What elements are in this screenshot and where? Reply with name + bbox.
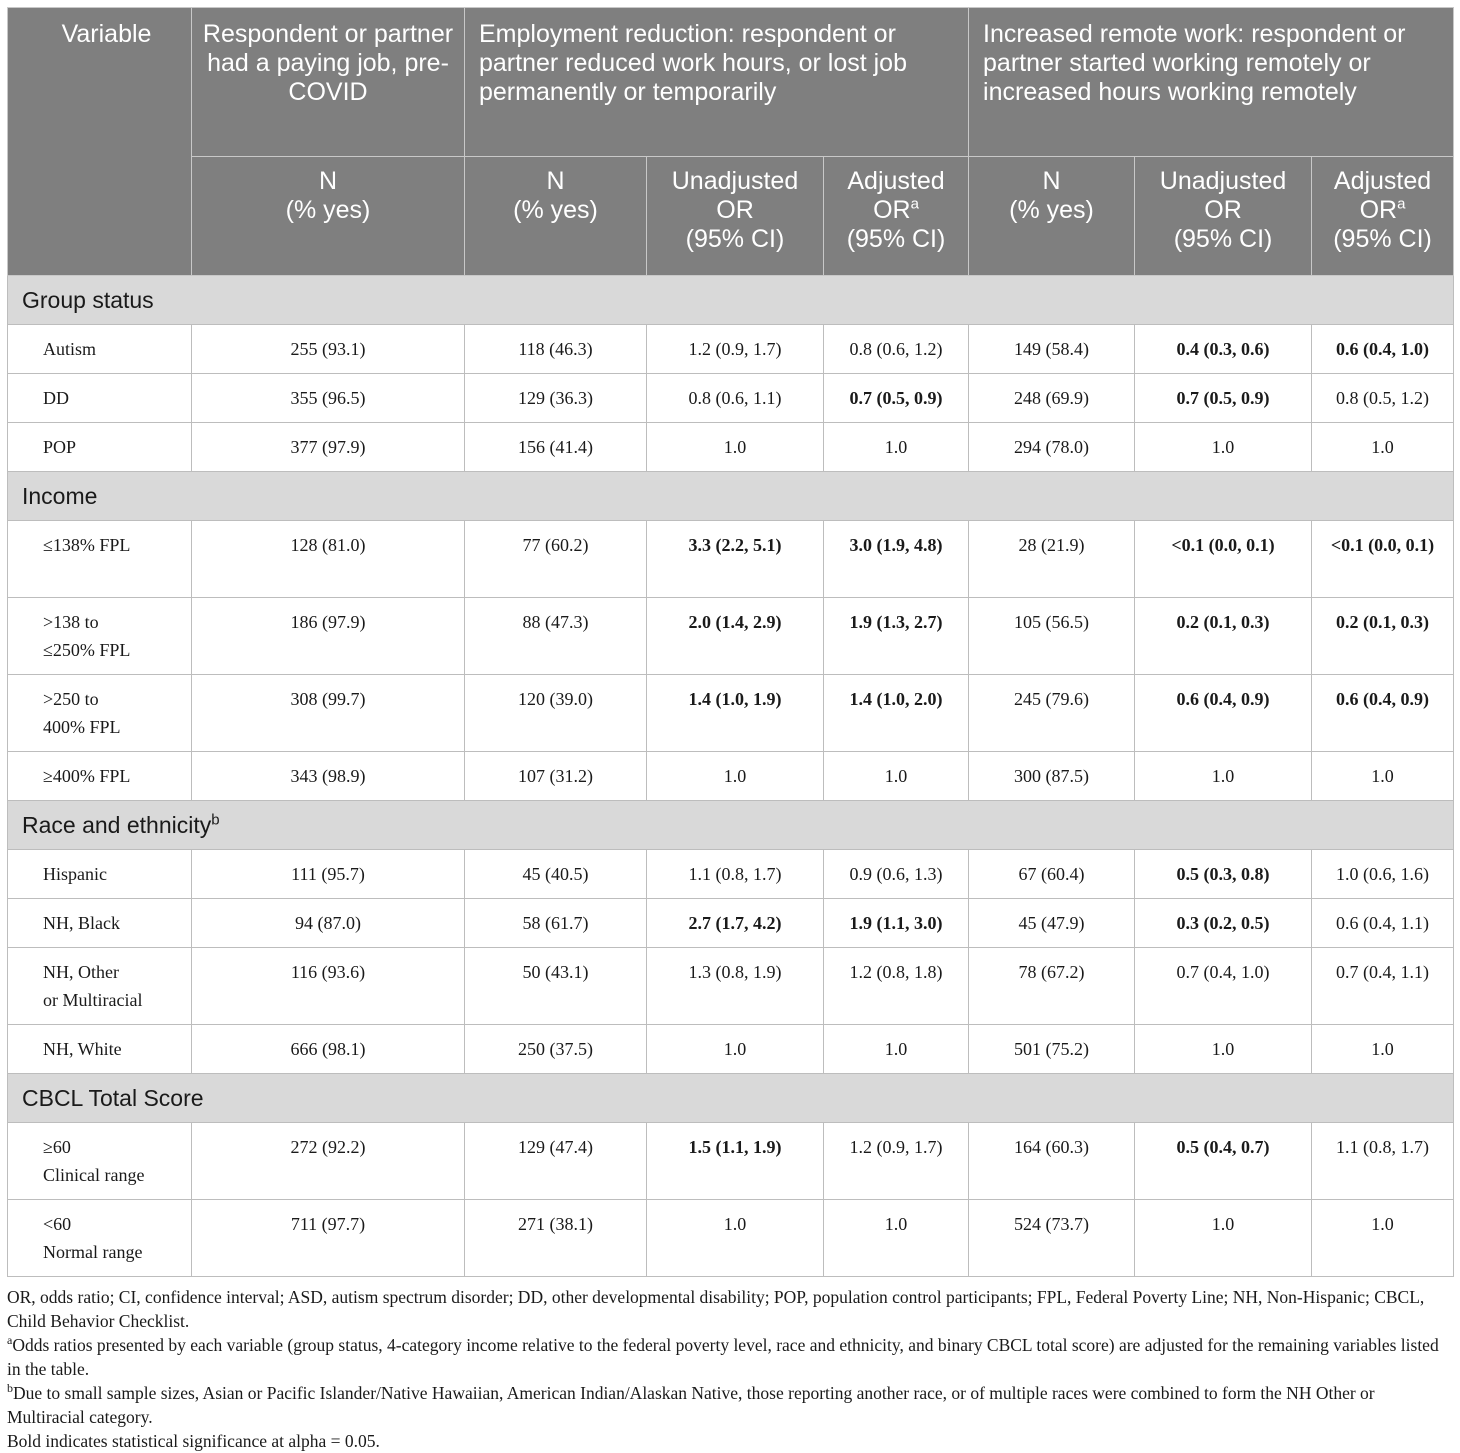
table-row	[8, 1200, 1454, 1277]
table-cell: 1.2 (0.8, 1.8)	[824, 948, 969, 1025]
table-cell: 711 (97.7)	[192, 1200, 465, 1277]
header-adjusted-label: Adjusted	[847, 167, 945, 195]
table-cell: 294 (78.0)	[969, 423, 1135, 472]
table-cell: 0.4 (0.3, 0.6)	[1135, 325, 1312, 374]
table-cell: 0.7 (0.4, 1.1)	[1312, 948, 1454, 1025]
table-cell: 149 (58.4)	[969, 325, 1135, 374]
section-row	[8, 801, 1454, 850]
table-cell: 0.8 (0.6, 1.1)	[647, 374, 824, 423]
table-cell: 3.0 (1.9, 4.8)	[824, 521, 969, 598]
table-cell: 1.0	[1312, 1025, 1454, 1074]
section-title	[8, 472, 1454, 521]
row-label-line: >138 to	[43, 612, 99, 632]
table-cell: 129 (36.3)	[465, 374, 647, 423]
section-row	[8, 472, 1454, 521]
table-row	[8, 899, 1454, 948]
row-label	[8, 752, 192, 801]
header-or-label: OR	[716, 196, 754, 224]
header-unadjusted-or-employment	[647, 157, 824, 276]
table-cell: 2.0 (1.4, 2.9)	[647, 598, 824, 675]
table-cell: 248 (69.9)	[969, 374, 1135, 423]
table-cell: 1.0	[1312, 752, 1454, 801]
table-cell: 128 (81.0)	[192, 521, 465, 598]
table-row	[8, 948, 1454, 1025]
table-cell: 1.0	[1135, 423, 1312, 472]
table-row	[8, 850, 1454, 899]
row-label-line: Autism	[43, 339, 97, 359]
table-cell: 129 (47.4)	[465, 1123, 647, 1200]
table-cell: 1.2 (0.9, 1.7)	[824, 1123, 969, 1200]
section-title-text: Income	[22, 482, 98, 509]
table-cell: 78 (67.2)	[969, 948, 1135, 1025]
header-or-label: OR	[873, 196, 911, 224]
table-cell: 0.8 (0.6, 1.2)	[824, 325, 969, 374]
row-label-line: Clinical range	[43, 1165, 145, 1185]
header-ci-label: (95% CI)	[1173, 225, 1273, 253]
table-cell: 501 (75.2)	[969, 1025, 1135, 1074]
section-row	[8, 276, 1454, 325]
table-cell: 94 (87.0)	[192, 899, 465, 948]
table-container	[7, 7, 1453, 1453]
header-n-paying-job	[192, 157, 465, 276]
header-adjusted-label: Adjusted	[1333, 167, 1432, 195]
header-pct-label: (% yes)	[285, 196, 371, 224]
table-row	[8, 521, 1454, 598]
table-cell: 1.9 (1.1, 3.0)	[824, 899, 969, 948]
table-row	[8, 598, 1454, 675]
row-label	[8, 948, 192, 1025]
section-title-text: Race and ethnicity	[22, 811, 212, 838]
table-cell: 164 (60.3)	[969, 1123, 1135, 1200]
table-cell: 1.9 (1.3, 2.7)	[824, 598, 969, 675]
row-label	[8, 1025, 192, 1074]
row-label	[8, 423, 192, 472]
footnote-b-text: Due to small sample sizes, Asian or Pacific Islander/Native Hawaiian, American Indian/Alaskan Native, those reporting another race, or of multiple races were combined to form the NH Other or Multiracial category.	[7, 1383, 1375, 1427]
table-cell: 0.2 (0.1, 0.3)	[1312, 598, 1454, 675]
header-unadjusted-label: Unadjusted	[1159, 167, 1287, 195]
table-row	[8, 374, 1454, 423]
header-n-label: N	[546, 167, 565, 195]
row-label-line: ≤138% FPL	[43, 535, 131, 555]
row-label	[8, 1200, 192, 1277]
row-label	[8, 899, 192, 948]
table-cell: 67 (60.4)	[969, 850, 1135, 899]
row-label-line: ≤250% FPL	[43, 640, 131, 660]
table-cell: 2.7 (1.7, 4.2)	[647, 899, 824, 948]
header-n-employment	[465, 157, 647, 276]
table-cell: 1.0	[1312, 423, 1454, 472]
row-label-line: NH, White	[43, 1039, 122, 1059]
table-cell: 1.0	[1312, 1200, 1454, 1277]
row-label-line: or Multiracial	[43, 990, 143, 1010]
table-cell: 1.0	[824, 752, 969, 801]
table-cell: 28 (21.9)	[969, 521, 1135, 598]
table-cell: 0.6 (0.4, 1.0)	[1312, 325, 1454, 374]
footnote-bold-note: Bold indicates statistical significance at alpha = 0.05.	[7, 1431, 380, 1451]
table-cell: 666 (98.1)	[192, 1025, 465, 1074]
table-cell: 45 (40.5)	[465, 850, 647, 899]
header-ci-label: (95% CI)	[846, 225, 946, 253]
table-cell: 1.0	[824, 423, 969, 472]
table-cell: 1.0	[1135, 752, 1312, 801]
header-paying-job: Respondent or partner had a paying job, pre-COVID	[192, 8, 465, 157]
header-adjusted-or-remote	[1312, 157, 1454, 276]
table-cell: 3.3 (2.2, 5.1)	[647, 521, 824, 598]
row-label	[8, 325, 192, 374]
header-variable: Variable	[8, 8, 192, 276]
table-cell: 1.0	[647, 1025, 824, 1074]
table-cell: 1.0	[824, 1200, 969, 1277]
table-cell: 255 (93.1)	[192, 325, 465, 374]
table-cell: 45 (47.9)	[969, 899, 1135, 948]
section-title-sup: b	[211, 810, 220, 828]
table-cell: 186 (97.9)	[192, 598, 465, 675]
row-label-line: POP	[43, 437, 77, 457]
table-row	[8, 423, 1454, 472]
table-cell: 107 (31.2)	[465, 752, 647, 801]
footnote-b	[7, 1381, 1455, 1429]
table-cell: 120 (39.0)	[465, 675, 647, 752]
table-cell: 116 (93.6)	[192, 948, 465, 1025]
row-label-line: 400% FPL	[43, 717, 121, 737]
header-adjusted-sup: a	[910, 195, 919, 213]
table-cell: 1.3 (0.8, 1.9)	[647, 948, 824, 1025]
header-remote-work: Increased remote work: respondent or partner started working remotely or increased hours working remotely	[969, 8, 1454, 157]
row-label-line: Hispanic	[43, 864, 107, 884]
header-unadjusted-label: Unadjusted	[671, 167, 799, 195]
row-label	[8, 521, 192, 598]
footnote-b-mark: b	[7, 1381, 13, 1396]
table-cell: 118 (46.3)	[465, 325, 647, 374]
results-table	[7, 7, 1454, 1277]
section-title-text: Group status	[22, 286, 154, 313]
section-title	[8, 276, 1454, 325]
row-label-line: ≥400% FPL	[43, 766, 131, 786]
table-cell: 0.7 (0.5, 0.9)	[824, 374, 969, 423]
table-cell: 0.3 (0.2, 0.5)	[1135, 899, 1312, 948]
table-cell: 377 (97.9)	[192, 423, 465, 472]
table-cell: 1.0	[824, 1025, 969, 1074]
table-cell: 1.1 (0.8, 1.7)	[647, 850, 824, 899]
row-label	[8, 598, 192, 675]
table-cell: 271 (38.1)	[465, 1200, 647, 1277]
row-label	[8, 374, 192, 423]
footnote-a-mark: a	[7, 1333, 13, 1348]
table-cell: 355 (96.5)	[192, 374, 465, 423]
header-or-label: OR	[1359, 196, 1398, 224]
table-cell: 50 (43.1)	[465, 948, 647, 1025]
header-pct-label: (% yes)	[513, 196, 598, 224]
table-cell: 308 (99.7)	[192, 675, 465, 752]
table-cell: 1.1 (0.8, 1.7)	[1312, 1123, 1454, 1200]
header-n-remote	[969, 157, 1135, 276]
footnote-a-text: Odds ratios presented by each variable (group status, 4-category income relative to the federal poverty level, race and ethnicity, and binary CBCL total score) are adjusted for the remaining variables listed in the table.	[7, 1335, 1439, 1379]
table-cell: 0.6 (0.4, 0.9)	[1135, 675, 1312, 752]
table-cell: 0.8 (0.5, 1.2)	[1312, 374, 1454, 423]
header-employment-reduction: Employment reduction: respondent or partner reduced work hours, or lost job permanently or temporarily	[465, 8, 969, 157]
header-pct-label: (% yes)	[1009, 196, 1094, 224]
header-or-label: OR	[1204, 196, 1242, 224]
table-cell: 1.0	[1135, 1025, 1312, 1074]
table-row	[8, 675, 1454, 752]
header-n-label: N	[1042, 167, 1061, 195]
table-cell: 1.5 (1.1, 1.9)	[647, 1123, 824, 1200]
section-title	[8, 801, 1454, 850]
table-cell: 343 (98.9)	[192, 752, 465, 801]
table-cell: 1.4 (1.0, 1.9)	[647, 675, 824, 752]
table-cell: 58 (61.7)	[465, 899, 647, 948]
header-ci-label: (95% CI)	[1333, 225, 1432, 253]
header-adjusted-or-employment	[824, 157, 969, 276]
row-label-line: Normal range	[43, 1242, 143, 1262]
table-cell: 77 (60.2)	[465, 521, 647, 598]
table-cell: 1.0	[647, 1200, 824, 1277]
section-title-text: CBCL Total Score	[22, 1084, 204, 1111]
header-adjusted-sup: a	[1397, 195, 1406, 213]
table-cell: 0.6 (0.4, 1.1)	[1312, 899, 1454, 948]
table-cell: 1.0	[647, 423, 824, 472]
table-cell: 1.4 (1.0, 2.0)	[824, 675, 969, 752]
header-n-label: N	[318, 167, 338, 195]
table-cell: 105 (56.5)	[969, 598, 1135, 675]
table-cell: <0.1 (0.0, 0.1)	[1312, 521, 1454, 598]
table-cell: 1.0	[1135, 1200, 1312, 1277]
table-row	[8, 1025, 1454, 1074]
table-cell: 0.7 (0.4, 1.0)	[1135, 948, 1312, 1025]
table-cell: 88 (47.3)	[465, 598, 647, 675]
header-ci-label: (95% CI)	[685, 225, 785, 253]
table-cell: 524 (73.7)	[969, 1200, 1135, 1277]
row-label	[8, 850, 192, 899]
table-cell: 1.2 (0.9, 1.7)	[647, 325, 824, 374]
table-row	[8, 325, 1454, 374]
table-cell: 0.6 (0.4, 0.9)	[1312, 675, 1454, 752]
row-label	[8, 1123, 192, 1200]
table-cell: 0.7 (0.5, 0.9)	[1135, 374, 1312, 423]
row-label-line: DD	[43, 388, 69, 408]
table-cell: 250 (37.5)	[465, 1025, 647, 1074]
row-label	[8, 675, 192, 752]
section-row	[8, 1074, 1454, 1123]
row-label-line: NH, Other	[43, 962, 119, 982]
table-cell: <0.1 (0.0, 0.1)	[1135, 521, 1312, 598]
table-cell: 300 (87.5)	[969, 752, 1135, 801]
table-cell: 245 (79.6)	[969, 675, 1135, 752]
table-cell: 272 (92.2)	[192, 1123, 465, 1200]
table-footnotes	[7, 1285, 1455, 1453]
table-row	[8, 1123, 1454, 1200]
table-cell: 0.5 (0.3, 0.8)	[1135, 850, 1312, 899]
row-label-line: ≥60	[43, 1137, 71, 1157]
table-cell: 1.0 (0.6, 1.6)	[1312, 850, 1454, 899]
row-label-line: NH, Black	[43, 913, 120, 933]
table-cell: 156 (41.4)	[465, 423, 647, 472]
table-cell: 0.9 (0.6, 1.3)	[824, 850, 969, 899]
table-cell: 111 (95.7)	[192, 850, 465, 899]
footnote-a	[7, 1333, 1455, 1381]
header-unadjusted-or-remote	[1135, 157, 1312, 276]
table-cell: 0.5 (0.4, 0.7)	[1135, 1123, 1312, 1200]
section-title	[8, 1074, 1454, 1123]
table-row	[8, 752, 1454, 801]
footnote-abbreviations: OR, odds ratio; CI, confidence interval; ASD, autism spectrum disorder; DD, other developmental disability; POP, population control participants; FPL, Federal Poverty Line; NH, Non-Hispanic; CBCL, Child Behavior Checklist.	[7, 1287, 1425, 1331]
row-label-line: >250 to	[43, 689, 99, 709]
table-cell: 1.0	[647, 752, 824, 801]
table-cell: 0.2 (0.1, 0.3)	[1135, 598, 1312, 675]
row-label-line: <60	[43, 1214, 72, 1234]
